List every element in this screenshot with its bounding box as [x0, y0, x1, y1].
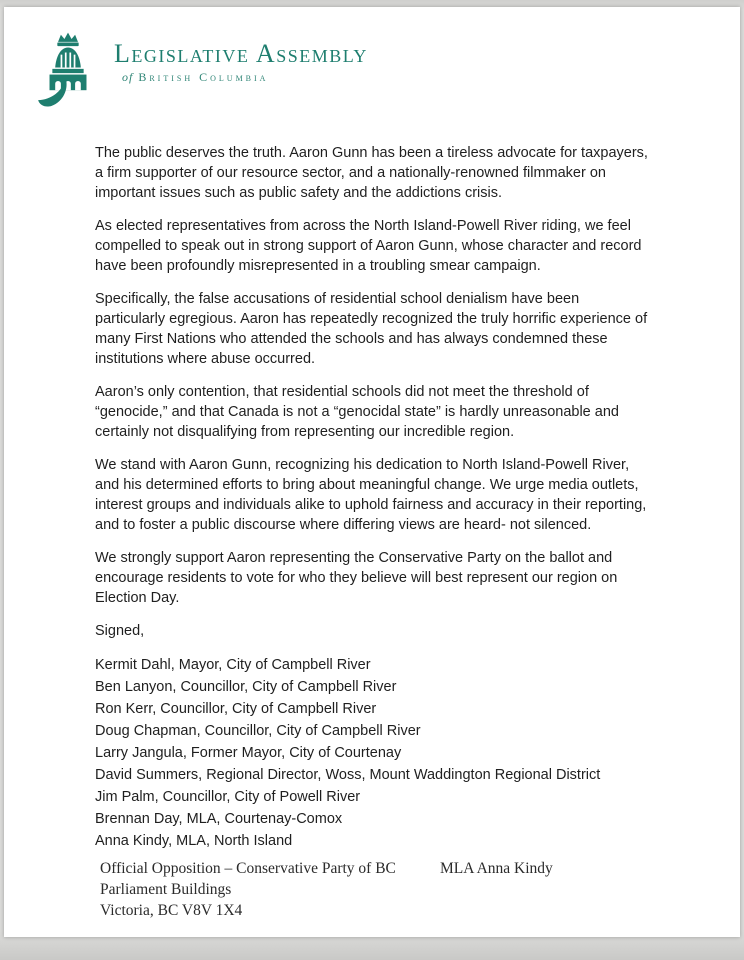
footer-address-line: Victoria, BC V8V 1X4 [100, 902, 243, 919]
letter-body [95, 143, 648, 852]
letterhead-text [114, 31, 368, 85]
letterhead [4, 7, 740, 111]
letter-paragraph-2: As elected representatives from across the North Island-Powell River riding, we feel compelled to speak out in strong support of Aaron Gunn, whose character and record have been profoundly misrepresented in a troubling smear campaign. [95, 218, 642, 274]
signatory-line: Ben Lanyon, Councillor, City of Campbell River [95, 679, 397, 695]
signoff: Signed, [95, 623, 145, 639]
letter-paragraph-5: We stand with Aaron Gunn, recognizing his dedication to North Island-Powell River, and his determined efforts to bring about meaningful change. We urge media outlets, interest groups and individuals alike to uphold fairness and accuracy in their reporting, and to foster a public discourse where differing views are heard- not silenced. [95, 457, 647, 533]
org-subtitle [114, 70, 368, 85]
signatory-line: Kermit Dahl, Mayor, City of Campbell River [95, 657, 371, 673]
signatory-line: Jim Palm, Councillor, City of Powell River [95, 789, 361, 805]
org-name: Legislative Assembly [114, 39, 368, 68]
letter-paragraph-3: Specifically, the false accusations of residential school denialism have been particularly egregious. Aaron has repeatedly recognized the truly horrific experience of many First Nations who attended the schools and has always condemned these institutions where abuse occurred. [95, 291, 648, 367]
footer-address-line: Parliament Buildings [100, 881, 232, 898]
bc-legislature-crest-icon [36, 31, 100, 111]
footer-address [100, 858, 412, 921]
org-subtitle-prefix: of [122, 70, 134, 85]
signatory-line: Larry Jangula, Former Mayor, City of Courtenay [95, 745, 402, 761]
letter-paragraph-6: We strongly support Aaron representing the Conservative Party on the ballot and encourage residents to vote for who they believe will best represent our region on Election Day. [95, 550, 618, 606]
signatory-line: Ron Kerr, Councillor, City of Campbell River [95, 701, 377, 717]
letter-page [4, 7, 740, 937]
signatory-line: Doug Chapman, Councillor, City of Campbell River [95, 723, 421, 739]
signatory-line: Brennan Day, MLA, Courtenay-Comox [95, 811, 343, 827]
org-subtitle-region: British Columbia [138, 70, 269, 85]
signatory-list [95, 654, 648, 852]
letter-footer [100, 858, 553, 921]
footer-address-line: Official Opposition – Conservative Party of BC [100, 860, 396, 877]
letter-paragraph-4: Aaron’s only contention, that residential schools did not meet the threshold of “genocide,” and that Canada is not a “genocidal state” is hardly unreasonable and certainly not disqualifying from representing our incredible region. [95, 384, 619, 440]
footer-mla-name: MLA Anna Kindy [440, 860, 553, 877]
letter-paragraph-1: The public deserves the truth. Aaron Gunn has been a tireless advocate for taxpayers, a firm supporter of our resource sector, and a nationally-renowned filmmaker on important issues such as public safety and the addictions crisis. [95, 145, 648, 201]
signatory-line: David Summers, Regional Director, Woss, Mount Waddington Regional District [95, 767, 601, 783]
signatory-line: Anna Kindy, MLA, North Island [95, 833, 293, 849]
